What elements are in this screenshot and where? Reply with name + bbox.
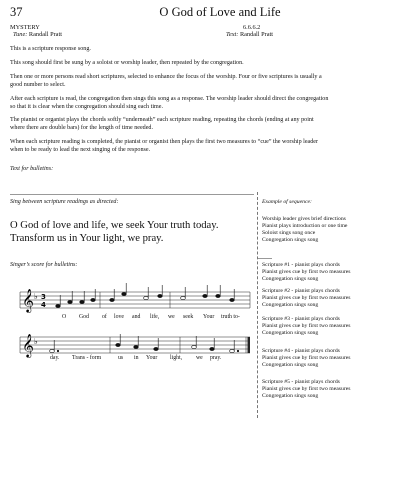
sequence-step: Worship leader gives brief directions	[262, 216, 346, 222]
lyric-syllable: we	[168, 314, 175, 320]
sing-label: Sing between scripture readings as directed:	[10, 199, 119, 205]
sequence-step: Congregation sings song	[262, 237, 319, 243]
response-line-1: O God of love and life, we seek Your truth today.	[10, 220, 219, 231]
scripture-block-2	[262, 288, 398, 310]
sequence-step: Pianist gives cue by first two measures	[262, 355, 351, 361]
tune-value: Randall Pratt	[28, 31, 62, 38]
instruction-paragraph: After each scripture is read, the congregation then sings this song as a response. The worship leader should direct the congregation so that it is clear when the congregation should sing each time.	[10, 96, 329, 110]
response-line-2: Transform us in Your light, we pray.	[10, 233, 164, 244]
lyric-syllable: Trans - form	[72, 355, 102, 361]
flat-icon: ♭	[34, 292, 38, 301]
text-value: Randall Pratt	[239, 31, 274, 38]
lyric-syllable: O	[62, 314, 67, 320]
sequence-intro	[262, 216, 398, 246]
lyric-syllable: we	[196, 355, 203, 361]
lyric-syllable: in	[134, 355, 139, 361]
page-number: 37	[10, 5, 23, 19]
sequence-step: Scripture #3 - pianist plays chords	[262, 316, 340, 322]
sequence-step: Pianist gives cue by first two measures	[262, 269, 351, 275]
sequence-step: Pianist plays introduction or one time	[262, 223, 348, 229]
tune-label: Tune:	[13, 31, 28, 38]
column-divider	[257, 192, 258, 418]
scripture-block-3	[262, 316, 398, 338]
lyric-syllable: us	[118, 355, 124, 361]
sequence-step: Scripture #4 - pianist plays chords	[262, 348, 340, 354]
page-title: O God of Love and Life	[159, 5, 281, 19]
sequence-step: Congregation sings song	[262, 276, 319, 282]
lyric-syllable: truth to-	[221, 314, 240, 320]
sequence-step: Congregation sings song	[262, 302, 319, 308]
lyric-syllable: seek	[183, 314, 194, 320]
section-divider	[10, 194, 254, 195]
instruction-paragraph: The pianist or organist plays the chords softly “underneath” each scripture reading, repeating the chords (ending at any point where there are double bars) for the length of time needed.	[10, 117, 314, 131]
text-credit	[226, 31, 273, 39]
lyric-syllable: pray.	[210, 355, 222, 361]
meter-label: 6.6.6.2	[243, 24, 261, 31]
scripture-block-1	[262, 262, 398, 284]
instruction-paragraph: This is a scripture response song.	[10, 46, 91, 52]
score-label: Singer’s score for bulletins:	[10, 262, 78, 268]
category-label: MYSTERY	[10, 24, 40, 31]
sequence-step: Pianist gives cue by first two measures	[262, 386, 351, 392]
treble-clef-icon: 𝄞	[22, 333, 34, 357]
sequence-heading: Example of sequence:	[262, 199, 312, 205]
lyric-syllable: Your	[203, 314, 215, 320]
lyric-syllable: and	[132, 314, 141, 320]
instruction-paragraph: When each scripture reading is completed, the pianist or organist then plays the first two measures to “cue” the worship leader when to be ready to lead the next singing of the response.	[10, 139, 319, 153]
instruction-paragraph: This song should first be sung by a soloist or worship leader, then repeated by the congregation.	[10, 60, 244, 66]
lyric-syllable: God	[79, 314, 89, 320]
sequence-step: Scripture #1 - pianist plays chords	[262, 262, 340, 268]
lyric-syllable: Your	[146, 355, 158, 361]
time-signature	[41, 293, 46, 309]
tune-credit	[13, 31, 62, 39]
sequence-step: Congregation sings song	[262, 330, 319, 336]
lyric-syllable: life,	[150, 314, 160, 320]
lyric-syllable: light,	[170, 355, 183, 361]
lyric-syllable: of	[102, 314, 107, 320]
sequence-step: Congregation sings song	[262, 393, 319, 399]
sequence-step: Congregation sings song	[262, 362, 319, 368]
svg-text:4: 4	[41, 301, 46, 309]
lyrics-line-2	[0, 355, 256, 367]
bulletin-label: Text for bulletins:	[10, 166, 54, 172]
text-label: Text:	[226, 31, 239, 38]
sequence-step: Pianist gives cue by first two measures	[262, 323, 351, 329]
svg-text:3: 3	[41, 293, 46, 301]
treble-clef-icon: 𝄞	[22, 288, 34, 312]
sequence-step: Pianist gives cue by first two measures	[262, 295, 351, 301]
scripture-block-5	[262, 379, 398, 401]
instruction-paragraph: Then one or more persons read short scriptures, selected to enhance the focus of the worship. Four or five scriptures is usually a good number to select.	[10, 74, 322, 88]
sidebar-tick	[258, 258, 272, 259]
sequence-step: Scripture #2 - pianist plays chords	[262, 288, 340, 294]
sequence-step: Scripture #5 - pianist plays chords	[262, 379, 340, 385]
lyric-syllable: love	[114, 314, 124, 320]
scripture-block-4	[262, 348, 398, 370]
lyrics-line-1	[0, 314, 256, 326]
sequence-step: Soloist sings song once	[262, 230, 316, 236]
flat-icon: ♭	[34, 337, 38, 346]
lyric-syllable: day.	[50, 355, 60, 361]
